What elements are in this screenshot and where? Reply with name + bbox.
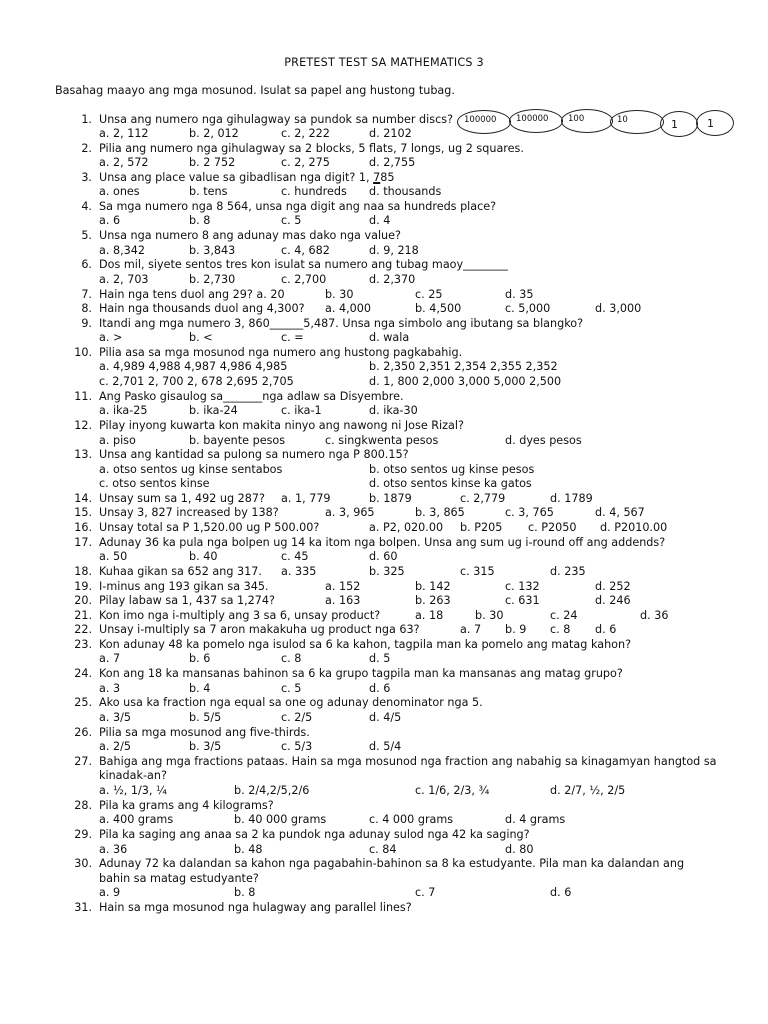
question-text — [99, 901, 412, 915]
question-stem-end: 85 — [380, 171, 395, 184]
question-text — [99, 536, 665, 550]
question-stem: Hain sa mga mosunod nga hulagway ang parallel lines? — [99, 901, 412, 914]
question-text — [99, 200, 496, 214]
answer-choice: c. 315 — [460, 565, 495, 578]
question-stem: Unsa ang kantidad sa pulong sa numero nga P 800.15? — [99, 448, 409, 461]
answer-choice: a. 3, 965 — [325, 506, 375, 519]
answer-choice: b. 48 — [234, 843, 263, 856]
question-text — [99, 142, 524, 156]
question-row — [0, 521, 768, 537]
answer-choice: b. 6 — [189, 652, 211, 665]
question-number: 24. — [74, 667, 92, 680]
question-stem: Hain nga tens duol ang 29? a. 20 — [99, 288, 285, 301]
question-row — [0, 375, 768, 391]
question-number: 14. — [74, 492, 92, 505]
answer-choice: a. otso sentos ug kinse sentabos — [99, 463, 283, 476]
answer-choice: b. 3,843 — [189, 244, 236, 257]
answer-choice: c. 5 — [281, 682, 302, 695]
answer-choice: a. piso — [99, 434, 136, 447]
question-text — [99, 755, 717, 769]
answer-choice: c. 7 — [415, 886, 436, 899]
question-row — [0, 594, 768, 610]
answer-choice: b. 30 — [325, 288, 354, 301]
question-stem: Pila ka grams ang 4 kilograms? — [99, 799, 274, 812]
question-number: 2. — [81, 142, 92, 155]
question-stem: I-minus ang 193 gikan sa 345. — [99, 580, 269, 593]
question-number: 1. — [81, 113, 92, 126]
answer-choice: c. 4 000 grams — [369, 813, 454, 826]
answer-choice: b. 4,500 — [415, 302, 462, 315]
question-stem: Unsa nga numero 8 ang adunay mas dako nga value? — [99, 229, 401, 242]
answer-choice: d. 2,370 — [369, 273, 416, 286]
question-row — [0, 667, 768, 683]
question-row — [0, 360, 768, 376]
question-number: 31. — [74, 901, 92, 914]
question-text — [99, 419, 464, 433]
question-number: 5. — [81, 229, 92, 242]
question-number: 10. — [74, 346, 92, 359]
answer-choice: d. 3,000 — [595, 302, 642, 315]
answer-choice: c. otso sentos kinse — [99, 477, 210, 490]
answer-choice: c. 24 — [550, 609, 578, 622]
question-row — [0, 828, 768, 844]
answer-choice: a. 6 — [99, 214, 121, 227]
answer-choice: b. 325 — [369, 565, 405, 578]
question-row — [0, 740, 768, 756]
answer-choice: a. 400 grams — [99, 813, 174, 826]
question-number: 15. — [74, 506, 92, 519]
question-stem: Ako usa ka fraction nga equal sa one og adunay denominator nga 5. — [99, 696, 483, 709]
question-text — [99, 302, 305, 316]
answer-choice: a. 8,342 — [99, 244, 145, 257]
question-text — [99, 229, 401, 243]
question-row — [0, 901, 768, 917]
answer-choice: c. 5,000 — [505, 302, 551, 315]
underlined-digit: 7 — [373, 171, 381, 184]
answer-choice: d. 1789 — [550, 492, 593, 505]
question-row — [0, 652, 768, 668]
page-title: PRETEST TEST SA MATHEMATICS 3 — [284, 56, 484, 69]
question-stem: Hain nga thousands duol ang 4,300? — [99, 302, 305, 315]
answer-choice: a. 7 — [99, 652, 121, 665]
answer-choice: a. ika-25 — [99, 404, 148, 417]
number-disc-label: 1 — [707, 117, 714, 130]
answer-choice: d. 235 — [550, 565, 586, 578]
answer-choice: a. 4,000 — [325, 302, 371, 315]
answer-choice: a. 7 — [460, 623, 482, 636]
question-row — [0, 623, 768, 639]
answer-choice: b. 2/4,2/5,2/6 — [234, 784, 310, 797]
question-stem: Adunay 72 ka dalandan sa kahon nga pagabahin-bahinon sa 8 ka estudyante. Pila man ka dalandan ang — [99, 857, 685, 870]
question-row — [0, 273, 768, 289]
answer-choice: b. 4 — [189, 682, 211, 695]
question-number: 21. — [74, 609, 92, 622]
question-row — [0, 185, 768, 201]
number-disc-label: 100000 — [464, 115, 497, 125]
answer-choice: d. wala — [369, 331, 410, 344]
question-number: 27. — [74, 755, 92, 768]
question-stem: Unsay 3, 827 increased by 138? — [99, 506, 279, 519]
answer-choice: d. P2010.00 — [600, 521, 668, 534]
question-row — [0, 769, 768, 785]
question-stem: Pilay labaw sa 1, 437 sa 1,274? — [99, 594, 275, 607]
question-row — [0, 127, 768, 143]
answer-choice: d. 36 — [640, 609, 669, 622]
question-text — [99, 113, 453, 127]
question-row — [0, 448, 768, 464]
answer-choice: b. 3, 865 — [415, 506, 465, 519]
answer-choice: a. 163 — [325, 594, 361, 607]
question-text — [99, 492, 265, 506]
answer-choice: d. 4/5 — [369, 711, 402, 724]
answer-choice: a. 36 — [99, 843, 128, 856]
answer-choice: b. otso sentos ug kinse pesos — [369, 463, 535, 476]
question-stem: Kon ang 18 ka mansanas bahinon sa 6 ka grupo tagpila man ka mansanas ang matag grupo? — [99, 667, 623, 680]
answer-choice: c. 5/3 — [281, 740, 313, 753]
answer-choice: d. 2,755 — [369, 156, 416, 169]
answer-choice: d. 6 — [550, 886, 572, 899]
question-row — [0, 506, 768, 522]
answer-choice: d. 5 — [369, 652, 391, 665]
answer-choice: d. 6 — [595, 623, 617, 636]
answer-choice: c. ika-1 — [281, 404, 322, 417]
answer-choice: a. 3/5 — [99, 711, 131, 724]
answer-choice: a. ½, 1/3, ¼ — [99, 784, 167, 797]
question-number: 9. — [81, 317, 92, 330]
question-text — [99, 594, 275, 608]
question-text — [99, 288, 285, 302]
answer-choice: c. 2,779 — [460, 492, 506, 505]
answer-choice: c. 2,701 2, 700 2, 678 2,695 2,705 — [99, 375, 294, 388]
question-row — [0, 331, 768, 347]
question-number: 8. — [81, 302, 92, 315]
question-number: 16. — [74, 521, 92, 534]
answer-choice: b. ika-24 — [189, 404, 238, 417]
question-number: 4. — [81, 200, 92, 213]
answer-choice: a. 2, 572 — [99, 156, 149, 169]
question-stem: Ang Pasko gisaulog sa_______nga adlaw sa Disyembre. — [99, 390, 404, 403]
answer-choice: a. 9 — [99, 886, 121, 899]
question-row — [0, 156, 768, 172]
answer-choice: d. 60 — [369, 550, 398, 563]
question-text — [99, 258, 508, 272]
question-row — [0, 302, 768, 318]
question-number: 17. — [74, 536, 92, 549]
answer-choice: d. 4 — [369, 214, 391, 227]
question-stem: Unsay i-multiply sa 7 aron makakuha ug product nga 63? — [99, 623, 420, 636]
question-stem: Pilia asa sa mga mosunod nga numero ang hustong pagkabahig. — [99, 346, 463, 359]
answer-choice: a. 3 — [99, 682, 121, 695]
question-number: 29. — [74, 828, 92, 841]
question-text — [99, 609, 380, 623]
answer-choice: b. 3/5 — [189, 740, 222, 753]
answer-choice: c. 45 — [281, 550, 309, 563]
answer-choice: c. hundreds — [281, 185, 347, 198]
question-stem: Unsa ang numero nga gihulagway sa pundok sa number discs? — [99, 113, 454, 126]
answer-choice: b. 5/5 — [189, 711, 222, 724]
answer-choice: b. 2, 012 — [189, 127, 239, 140]
question-stem: Unsay total sa P 1,520.00 ug P 500.00? — [99, 521, 320, 534]
answer-choice: a. > — [99, 331, 123, 344]
answer-choice: d. otso sentos kinse ka gatos — [369, 477, 532, 490]
answer-choice: a. 2, 112 — [99, 127, 149, 140]
answer-choice: b. tens — [189, 185, 228, 198]
question-text-continued: kinadak-an? — [99, 769, 167, 782]
question-row — [0, 404, 768, 420]
answer-choice: c. 132 — [505, 580, 540, 593]
answer-choice: a. ones — [99, 185, 140, 198]
answer-choice: d. 4 grams — [505, 813, 566, 826]
question-number: 13. — [74, 448, 92, 461]
number-disc-label: 100 — [568, 114, 585, 124]
answer-choice: c. 25 — [415, 288, 443, 301]
answer-choice: c. 2/5 — [281, 711, 313, 724]
answer-choice: d. 5/4 — [369, 740, 402, 753]
answer-choice: a. 4,989 4,988 4,987 4,986 4,985 — [99, 360, 288, 373]
question-text — [99, 828, 530, 842]
answer-choice: d. 252 — [595, 580, 631, 593]
question-number: 12. — [74, 419, 92, 432]
number-disc-label: 100000 — [516, 114, 549, 124]
question-stem: Dos mil, siyete sentos tres kon isulat sa numero ang tubag maoy________ — [99, 258, 508, 271]
question-stem: Pilia sa mga mosunod ang five-thirds. — [99, 726, 310, 739]
question-row — [0, 784, 768, 800]
answer-choice: b. P205 — [460, 521, 503, 534]
answer-choice: c. 2, 222 — [281, 127, 330, 140]
answer-choice: d. 9, 218 — [369, 244, 419, 257]
answer-choice: c. 8 — [281, 652, 302, 665]
question-text — [99, 346, 462, 360]
question-text — [99, 638, 631, 652]
answer-choice: c. 1/6, 2/3, ¾ — [415, 784, 490, 797]
question-row — [0, 711, 768, 727]
question-number: 7. — [81, 288, 92, 301]
answer-choice: c. 2,700 — [281, 273, 327, 286]
question-row — [0, 813, 768, 829]
answer-choice: d. 246 — [595, 594, 631, 607]
question-number: 22. — [74, 623, 92, 636]
answer-choice: a. 152 — [325, 580, 361, 593]
question-number: 30. — [74, 857, 92, 870]
question-text — [99, 565, 262, 579]
question-row — [0, 258, 768, 274]
question-text — [99, 667, 623, 681]
question-stem: Kon adunay 48 ka pomelo nga isulod sa 6 ka kahon, tagpila man ka pomelo ang matag kahon? — [99, 638, 632, 651]
answer-choice: c. 4, 682 — [281, 244, 330, 257]
answer-choice: a. P2, 020.00 — [369, 521, 444, 534]
answer-choice: b. 40 000 grams — [234, 813, 327, 826]
answer-choice: b. 2,730 — [189, 273, 236, 286]
answer-choice: d. 2102 — [369, 127, 412, 140]
answer-choice: d. ika-30 — [369, 404, 418, 417]
answer-choice: c. 631 — [505, 594, 540, 607]
question-stem: Pilia ang numero nga gihulagway sa 2 blocks, 5 flats, 7 longs, ug 2 squares. — [99, 142, 524, 155]
answer-choice: d. dyes pesos — [505, 434, 582, 447]
question-stem: Sa mga numero nga 8 564, unsa nga digit ang naa sa hundreds place? — [99, 200, 497, 213]
question-stem: Unsa ang place value sa gibadlisan nga digit? 1, — [99, 171, 370, 184]
question-row — [0, 214, 768, 230]
answer-choice: d. 80 — [505, 843, 534, 856]
question-text — [99, 580, 269, 594]
answer-choice: d. 1, 800 2,000 3,000 5,000 2,500 — [369, 375, 562, 388]
question-text — [99, 623, 420, 637]
number-disc-label: 1 — [671, 118, 678, 131]
answer-choice: c. = — [281, 331, 304, 344]
question-row — [0, 419, 768, 435]
question-text — [99, 521, 319, 535]
answer-choice: c. 84 — [369, 843, 397, 856]
answer-choice: c. 2, 275 — [281, 156, 330, 169]
answer-choice: d. thousands — [369, 185, 442, 198]
question-stem: Pilay inyong kuwarta kon makita ninyo ang nawong ni Jose Rizal? — [99, 419, 464, 432]
number-disc-label: 10 — [617, 115, 628, 125]
answer-choice: a. 335 — [281, 565, 317, 578]
question-number: 25. — [74, 696, 92, 709]
answer-choice: b. 30 — [475, 609, 504, 622]
question-text — [99, 448, 409, 462]
answer-choice: b. 2 752 — [189, 156, 236, 169]
answer-choice: c. singkwenta pesos — [325, 434, 439, 447]
question-text — [99, 506, 279, 520]
answer-choice: b. 8 — [234, 886, 256, 899]
question-text-continued: bahin sa matag estudyante? — [99, 872, 259, 885]
question-stem: Kuhaa gikan sa 652 ang 317. — [99, 565, 262, 578]
question-number: 6. — [81, 258, 92, 271]
answer-choice: c. 3, 765 — [505, 506, 554, 519]
question-row — [0, 550, 768, 566]
question-row — [0, 477, 768, 493]
answer-choice: b. < — [189, 331, 213, 344]
question-text — [99, 171, 394, 185]
answer-choice: d. 2/7, ½, 2/5 — [550, 784, 626, 797]
answer-choice: a. 2, 703 — [99, 273, 149, 286]
answer-choice: b. 142 — [415, 580, 451, 593]
answer-choice: a. 2/5 — [99, 740, 131, 753]
answer-choice: c. 8 — [550, 623, 571, 636]
question-stem: Adunay 36 ka pula nga bolpen ug 14 ka itom nga bolpen. Unsa ang sum ug i-round off ang addends? — [99, 536, 666, 549]
question-row — [0, 696, 768, 712]
answer-choice: d. 35 — [505, 288, 534, 301]
answer-choice: d. 4, 567 — [595, 506, 645, 519]
answer-choice: a. 18 — [415, 609, 444, 622]
question-stem: Itandi ang mga numero 3, 860______5,487. Unsa nga simbolo ang ibutang sa blangko? — [99, 317, 584, 330]
question-text — [99, 390, 404, 404]
question-row — [0, 229, 768, 245]
question-number: 23. — [74, 638, 92, 651]
question-text — [99, 696, 483, 710]
answer-choice: b. 263 — [415, 594, 451, 607]
question-number: 18. — [74, 565, 92, 578]
question-number: 19. — [74, 580, 92, 593]
answer-choice: b. 1879 — [369, 492, 412, 505]
question-text — [99, 799, 274, 813]
answer-choice: b. 2,350 2,351 2,354 2,355 2,352 — [369, 360, 558, 373]
question-row — [0, 886, 768, 902]
instructions: Basahag maayo ang mga mosunod. Isulat sa papel ang hustong tubag. — [55, 84, 455, 97]
question-text — [99, 317, 583, 331]
question-number: 26. — [74, 726, 92, 739]
question-number: 28. — [74, 799, 92, 812]
question-row — [0, 857, 768, 873]
question-number: 11. — [74, 390, 92, 403]
question-number: 20. — [74, 594, 92, 607]
question-stem: Unsay sum sa 1, 492 ug 287? — [99, 492, 265, 505]
question-number: 3. — [81, 171, 92, 184]
question-stem: Kon imo nga i-multiply ang 3 sa 6, unsay product? — [99, 609, 381, 622]
question-stem: Bahiga ang mga fractions pataas. Hain sa mga mosunod nga fraction ang nabahig sa kinagamyan hangtod sa — [99, 755, 717, 768]
answer-choice: c. P2050 — [528, 521, 577, 534]
question-text — [99, 726, 310, 740]
answer-choice: b. 8 — [189, 214, 211, 227]
answer-choice: a. 50 — [99, 550, 128, 563]
answer-choice: b. bayente pesos — [189, 434, 286, 447]
answer-choice: b. 9 — [505, 623, 527, 636]
answer-choice: b. 40 — [189, 550, 218, 563]
answer-choice: a. 1, 779 — [281, 492, 331, 505]
answer-choice: c. 5 — [281, 214, 302, 227]
question-text — [99, 857, 684, 871]
question-stem: Pila ka saging ang anaa sa 2 ka pundok nga adunay sulod nga 42 ka saging? — [99, 828, 530, 841]
answer-choice: d. 6 — [369, 682, 391, 695]
question-row — [0, 565, 768, 581]
